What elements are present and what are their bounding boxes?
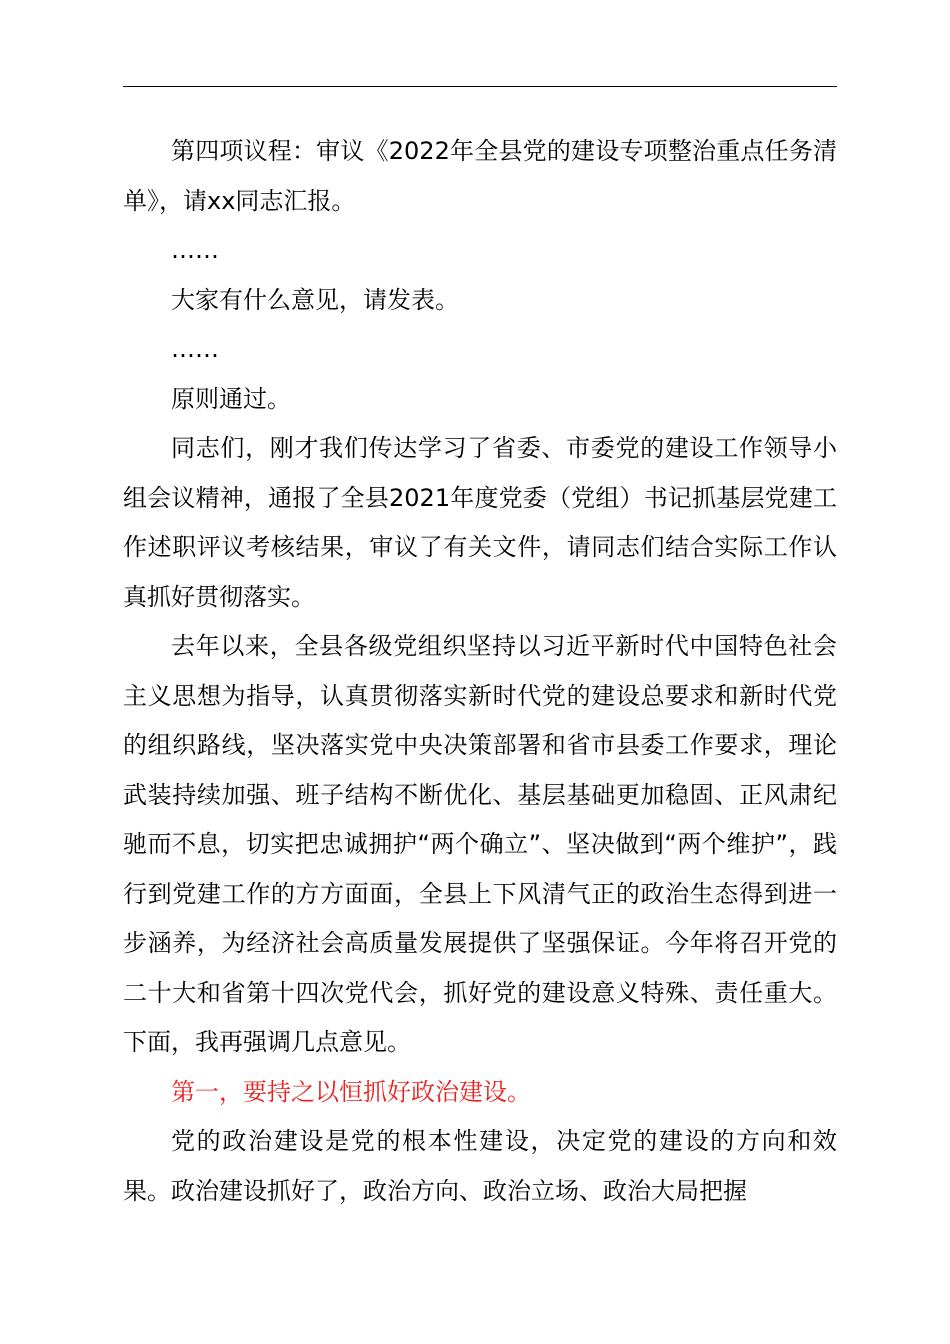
paragraph-summary: 同志们，刚才我们传达学习了省委、市委党的建设工作领导小组会议精神，通报了全县2021年度党委（党组）书记抓基层党建工作述职评议考核结果，审议了有关文件，请同志们结合实际工作认真抓好贯彻落实。: [123, 434, 837, 611]
document-body: [123, 127, 837, 1216]
paragraph-review: 去年以来，全县各级党组织坚持以习近平新时代中国特色社会主义思想为指导，认真贯彻落实新时代党的建设总要求和新时代党的组织路线，坚决落实党中央决策部署和省市县委工作要求，理论武装持续加强、班子结构不断优化、基层基础更加稳固、正风肃纪驰而不息，切实把忠诚拥护“两个确立”、坚决做到“两个维护”，践行到党建工作的方方面面，全县上下风清气正的政治生态得到进一步涵养，为经济社会高质量发展提供了坚强保证。今年将召开党的二十大和省第十四次党代会，抓好党的建设意义特殊、责任重大。下面，我再强调几点意见。: [123, 632, 837, 1056]
paragraph-agenda-item-4: 第四项议程：审议《2022年全县党的建设专项整治重点任务清单》，请xx同志汇报。: [123, 137, 837, 215]
paragraph-ellipsis: ……: [171, 236, 219, 264]
section-heading-first: 第一，要持之以恒抓好政治建设。: [171, 1077, 531, 1106]
paragraph-political-building: 党的政治建设是党的根本性建设，决定党的建设的方向和效果。政治建设抓好了，政治方向、政治立场、政治大局把握: [123, 1127, 837, 1205]
paragraph-call-for-opinions: 大家有什么意见，请发表。: [171, 285, 459, 314]
header-rule: [123, 86, 837, 87]
paragraph-approved: 原则通过。: [171, 384, 291, 413]
paragraph-ellipsis: ……: [171, 335, 219, 363]
